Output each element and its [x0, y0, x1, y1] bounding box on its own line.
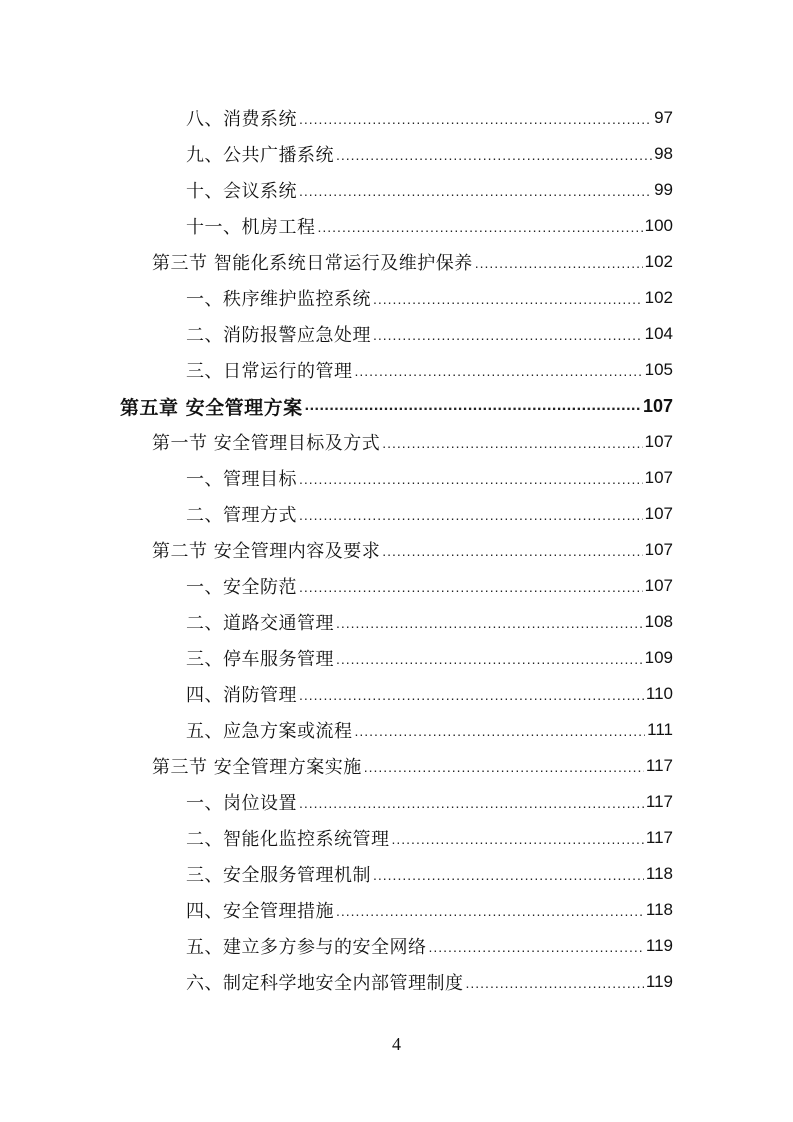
toc-entry-internal-regulations[interactable]: [186, 964, 673, 1000]
toc-entry-label: 一、秩序维护监控系统: [186, 289, 371, 310]
toc-entry-label: 二、智能化监控系统管理: [186, 829, 390, 850]
toc-entry-safety-measures[interactable]: [186, 892, 673, 928]
toc-entry-page: 107: [644, 432, 673, 451]
toc-entry-page: 108: [644, 612, 673, 631]
toc-entry-intelligent-monitoring[interactable]: [186, 820, 673, 856]
toc-entry-safety-network[interactable]: [186, 928, 673, 964]
toc-dot-leader: [382, 432, 642, 452]
toc-section-safety-content[interactable]: [152, 532, 673, 568]
toc-dot-leader: [475, 252, 643, 272]
toc-entry-page: 117: [645, 792, 673, 811]
toc-entry-label: 二、管理方式: [186, 505, 297, 526]
toc-entry-label: 一、管理目标: [186, 469, 297, 490]
toc-entry-post-setup[interactable]: [186, 784, 673, 820]
page-number: 4: [392, 1034, 401, 1054]
toc-entry-machine-room[interactable]: [186, 208, 673, 244]
toc-entry-page: 110: [645, 684, 673, 703]
toc-dot-leader: [373, 324, 643, 344]
toc-dot-leader: [336, 612, 643, 632]
toc-entry-safety-service-mechanism[interactable]: [186, 856, 673, 892]
toc-entry-page: 97: [654, 108, 673, 127]
toc-entry-label: 十、会议系统: [186, 181, 297, 202]
toc-entry-label: 第一节 安全管理目标及方式: [152, 433, 381, 454]
toc-entry-page: 102: [644, 288, 673, 307]
toc-entry-page: 100: [644, 216, 673, 235]
toc-entry-label: 六、制定科学地安全内部管理制度: [186, 973, 464, 994]
toc-entry-label: 五、建立多方参与的安全网络: [186, 937, 427, 958]
toc-entry-page: 109: [644, 648, 673, 667]
toc-entry-daily-operation[interactable]: [186, 352, 673, 388]
toc-entry-page: 107: [644, 468, 673, 487]
toc-dot-leader: [299, 468, 643, 488]
toc-entry-label: 三、停车服务管理: [186, 649, 334, 670]
toc-dot-leader: [299, 792, 644, 812]
toc-dot-leader: [336, 900, 644, 920]
toc-entry-consumption-system[interactable]: [186, 100, 673, 136]
toc-entry-fire-alarm-emergency[interactable]: [186, 316, 673, 352]
toc-entry-label: 一、岗位设置: [186, 793, 297, 814]
toc-section-safety-goals[interactable]: [152, 424, 673, 460]
toc-dot-leader: [466, 972, 644, 992]
toc-entry-label: 三、日常运行的管理: [186, 361, 353, 382]
toc-dot-leader: [305, 396, 641, 416]
toc-dot-leader: [299, 504, 643, 524]
toc-entry-label: 第五章 安全管理方案: [120, 396, 303, 419]
toc-dot-leader: [373, 288, 643, 308]
toc-entry-security-prevention[interactable]: [186, 568, 673, 604]
toc-entry-label: 第二节 安全管理内容及要求: [152, 541, 381, 562]
toc-entry-parking-service[interactable]: [186, 640, 673, 676]
toc-entry-label: 五、应急方案或流程: [186, 721, 353, 742]
toc-entry-page: 111: [647, 720, 673, 739]
toc-entry-page: 102: [644, 252, 673, 271]
toc-entry-label: 二、消防报警应急处理: [186, 325, 371, 346]
toc-entry-conference-system[interactable]: [186, 172, 673, 208]
toc-entry-page: 117: [645, 756, 673, 775]
toc-dot-leader: [336, 648, 643, 668]
toc-entry-label: 二、道路交通管理: [186, 613, 334, 634]
toc-entry-fire-management[interactable]: [186, 676, 673, 712]
toc-dot-leader: [392, 828, 644, 848]
toc-entry-emergency-plan[interactable]: [186, 712, 673, 748]
toc-entry-page: 107: [644, 540, 673, 559]
toc-entry-page: 105: [644, 360, 673, 379]
toc-entry-page: 107: [644, 576, 673, 595]
toc-entry-label: 四、消防管理: [186, 685, 297, 706]
toc-entry-page: 117: [645, 828, 673, 847]
toc-entry-road-traffic[interactable]: [186, 604, 673, 640]
toc-dot-leader: [382, 540, 642, 560]
toc-dot-leader: [299, 180, 652, 200]
toc-dot-leader: [299, 684, 644, 704]
toc-dot-leader: [364, 756, 644, 776]
toc-entry-page: 118: [645, 900, 673, 919]
toc-entry-page: 118: [645, 864, 673, 883]
toc-entry-page: 99: [654, 180, 673, 199]
toc-entry-label: 八、消费系统: [186, 109, 297, 130]
toc-entry-management-goals[interactable]: [186, 460, 673, 496]
toc-entry-order-monitoring[interactable]: [186, 280, 673, 316]
toc-entry-page: 119: [645, 936, 673, 955]
toc-dot-leader: [355, 360, 643, 380]
toc-dot-leader: [336, 144, 652, 164]
toc-entry-label: 十一、机房工程: [186, 217, 316, 238]
toc-dot-leader: [373, 864, 644, 884]
toc-dot-leader: [355, 720, 646, 740]
toc-entry-label: 三、安全服务管理机制: [186, 865, 371, 886]
toc-entry-label: 九、公共广播系统: [186, 145, 334, 166]
toc-entry-page: 104: [644, 324, 673, 343]
toc-entry-label: 第三节 安全管理方案实施: [152, 757, 362, 778]
toc-chapter-safety-management[interactable]: [120, 388, 673, 424]
toc-entry-page: 107: [642, 395, 673, 416]
toc-entry-label: 第三节 智能化系统日常运行及维护保养: [152, 253, 473, 274]
toc-section-plan-implementation[interactable]: [152, 748, 673, 784]
toc-dot-leader: [299, 108, 652, 128]
toc-entry-page: 98: [654, 144, 673, 163]
toc-section-intelligent-maintenance[interactable]: [152, 244, 673, 280]
toc-dot-leader: [299, 576, 643, 596]
toc-entry-page: 107: [644, 504, 673, 523]
toc-entry-public-broadcast[interactable]: [186, 136, 673, 172]
toc-entry-page: 119: [645, 972, 673, 991]
toc-entry-label: 四、安全管理措施: [186, 901, 334, 922]
toc-entry-label: 一、安全防范: [186, 577, 297, 598]
toc-entry-management-methods[interactable]: [186, 496, 673, 532]
toc-dot-leader: [429, 936, 644, 956]
toc-dot-leader: [318, 216, 643, 236]
